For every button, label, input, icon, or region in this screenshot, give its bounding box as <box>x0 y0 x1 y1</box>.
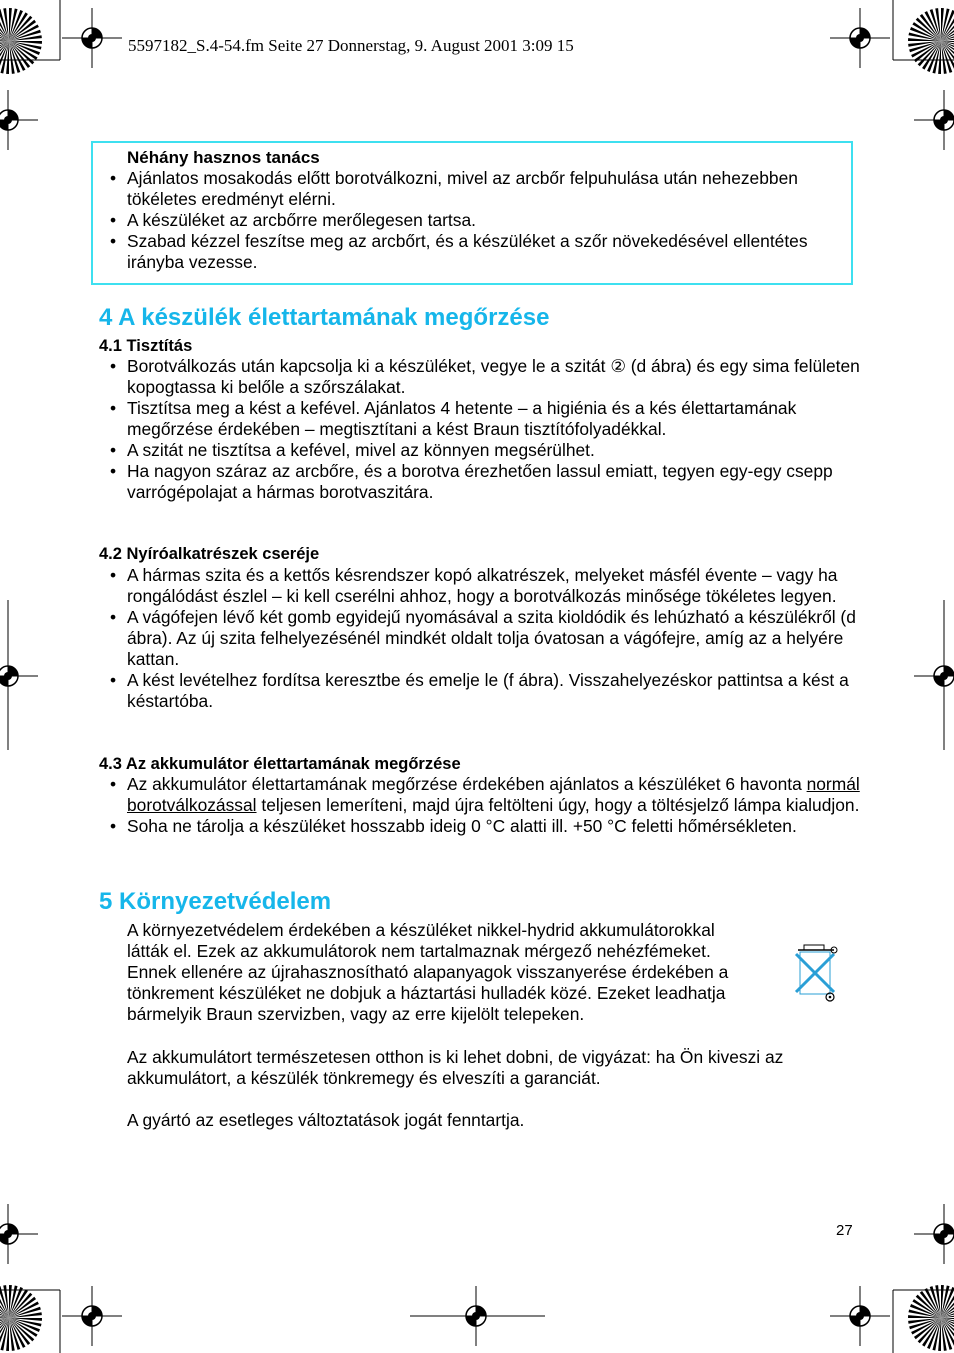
starburst-ray <box>938 1318 941 1351</box>
section-4-1-heading: 4.1 Tisztítás <box>99 337 193 355</box>
section-4-2-heading: 4.2 Nyíróalkatrészek cseréje <box>99 545 320 563</box>
starburst-ray <box>941 8 944 41</box>
tips-list <box>105 168 867 273</box>
starburst-ray <box>908 1315 941 1318</box>
registration-mark-icon <box>0 1204 38 1264</box>
section-4-heading: 4 A készülék élettartamának megőrzése <box>99 304 550 331</box>
starburst-ray <box>908 38 941 41</box>
text-span: teljesen lemeríteni, majd újra feltölteni úgy, hogy a töltésjelző lámpa kialudjon. <box>256 795 860 815</box>
text-span: Az akkumulátor élettartamának megőrzése érdekében ajánlatos a készüléket 6 havonta <box>127 774 807 794</box>
section-4-2-list <box>105 565 867 712</box>
starburst-mark-icon <box>906 1283 954 1353</box>
starburst-mark-icon <box>0 1283 44 1353</box>
battery-paragraph: Az akkumulátort természetesen otthon is ki lehet dobni, de vigyázat: ha Ön kiveszi az akkumulátort, a készülék tönkremegy és elveszíti a garanciát. <box>127 1047 784 1088</box>
starburst-mark-icon <box>0 6 44 76</box>
section-5-heading: 5 Környezetvédelem <box>99 888 332 915</box>
registration-mark-icon <box>0 90 38 150</box>
registration-mark-icon <box>830 8 890 68</box>
underlined-text: normál borotválkozással <box>127 774 860 815</box>
starburst-ray <box>9 1285 12 1318</box>
starburst-ray <box>941 1285 944 1318</box>
crossed-out-bin-icon <box>790 940 842 1006</box>
registration-mark-icon <box>914 1204 954 1264</box>
list-item: • A szitát ne tisztítsa a kefével, mivel az könnyen megsérülhet. <box>105 440 867 461</box>
list-item: • A készüléket az arcbőrre merőlegesen tartsa. <box>105 210 867 231</box>
file-header: 5597182_S.4-54.fm Seite 27 Donnerstag, 9. August 2001 3:09 15 <box>128 36 574 55</box>
registration-mark-icon <box>830 1286 890 1346</box>
section-4-3-heading: 4.3 Az akkumulátor élettartamának megőrzése <box>99 755 461 773</box>
starburst-mark-icon <box>906 6 954 76</box>
list-item: • Tisztítsa meg a kést a kefével. Ajánlatos 4 hetente – a higiénia és a kés élettartamának megőrzése érdekében – megtisztítani a kést Braun tisztítófolyadékkal. <box>105 398 867 440</box>
disclaimer-paragraph: A gyártó az esetleges változtatások jogát fenntartja. <box>127 1110 525 1130</box>
starburst-ray <box>938 41 941 74</box>
list-item <box>105 774 867 816</box>
list-item: • A hármas szita és a kettős késrendszer kopó alkatrészek, melyeket másfél évente – vagy ha rongálódást észlel – ki kell cserélni ahhoz, hogy a borotválkozás minősége tökéletes legyen. <box>105 565 867 607</box>
section-4-3-list <box>105 774 867 837</box>
registration-mark-icon <box>62 1286 122 1346</box>
starburst-ray <box>6 41 9 74</box>
section-4-1-list <box>105 356 867 503</box>
starburst-ray <box>6 1318 9 1351</box>
list-item: • Ha nagyon száraz az arcbőre, és a borotva érezhetően lassul emiatt, tegyen egy-egy csepp varrógépolajat a hármas borotvaszitára. <box>105 461 867 503</box>
environment-paragraph: A környezetvédelem érdekében a készüléket nikkel-hydrid akkumulátorokkal látták el. Ezek az akkumulátorok nem tartalmaznak mérgező nehézfémeket. Ennek ellenére az újrahasznosítható alapanyagok visszanyerése érdekében a tönkrement készüléket ne dobjuk a háztartási hulladék közé. Ezeket leadhatja bármelyik Braun szervizben, vagy az erre kijelölt telepeken. <box>127 920 729 1024</box>
registration-mark-icon <box>62 8 122 68</box>
registration-mark-icon <box>0 646 38 706</box>
registration-mark-icon <box>914 90 954 150</box>
list-item: • Ajánlatos mosakodás előtt borotválkozni, mivel az arcbőr felpuhulása után nehezebben tökéletes eredményt elérni. <box>105 168 867 210</box>
list-item: • Soha ne tárolja a készüléket hosszabb ideig 0 °C alatti ill. +50 °C feletti hőmérsékleten. <box>105 816 867 837</box>
starburst-ray <box>9 8 12 41</box>
tips-title: Néhány hasznos tanács <box>127 148 320 167</box>
list-item: • A kést levételhez fordítsa keresztbe és emelje le (f ábra). Visszahelyezéskor pattintsa a kést a késtartóba. <box>105 670 867 712</box>
registration-mark-icon <box>914 646 954 706</box>
list-item: • A vágófejen lévő két gomb egyidejű nyomásával a szita kioldódik és lehúzható a készülékről (d ábra). Az új szita felhelyezésénél mindkét oldalt tolja óvatosan a vágófejre, amíg az a helyére kattan. <box>105 607 867 670</box>
page-number: 27 <box>836 1222 853 1239</box>
list-item: • Borotválkozás után kapcsolja ki a készüléket, vegye le a szitát ② (d ábra) és egy sima felületen kopogtassa ki belőle a szőrszálakat. <box>105 356 867 398</box>
starburst-ray <box>9 41 42 44</box>
starburst-ray <box>9 1318 42 1321</box>
list-item: • Szabad kézzel feszítse meg az arcbőrt, és a készüléket a szőr növekedésével ellentétes irányba vezesse. <box>105 231 867 273</box>
